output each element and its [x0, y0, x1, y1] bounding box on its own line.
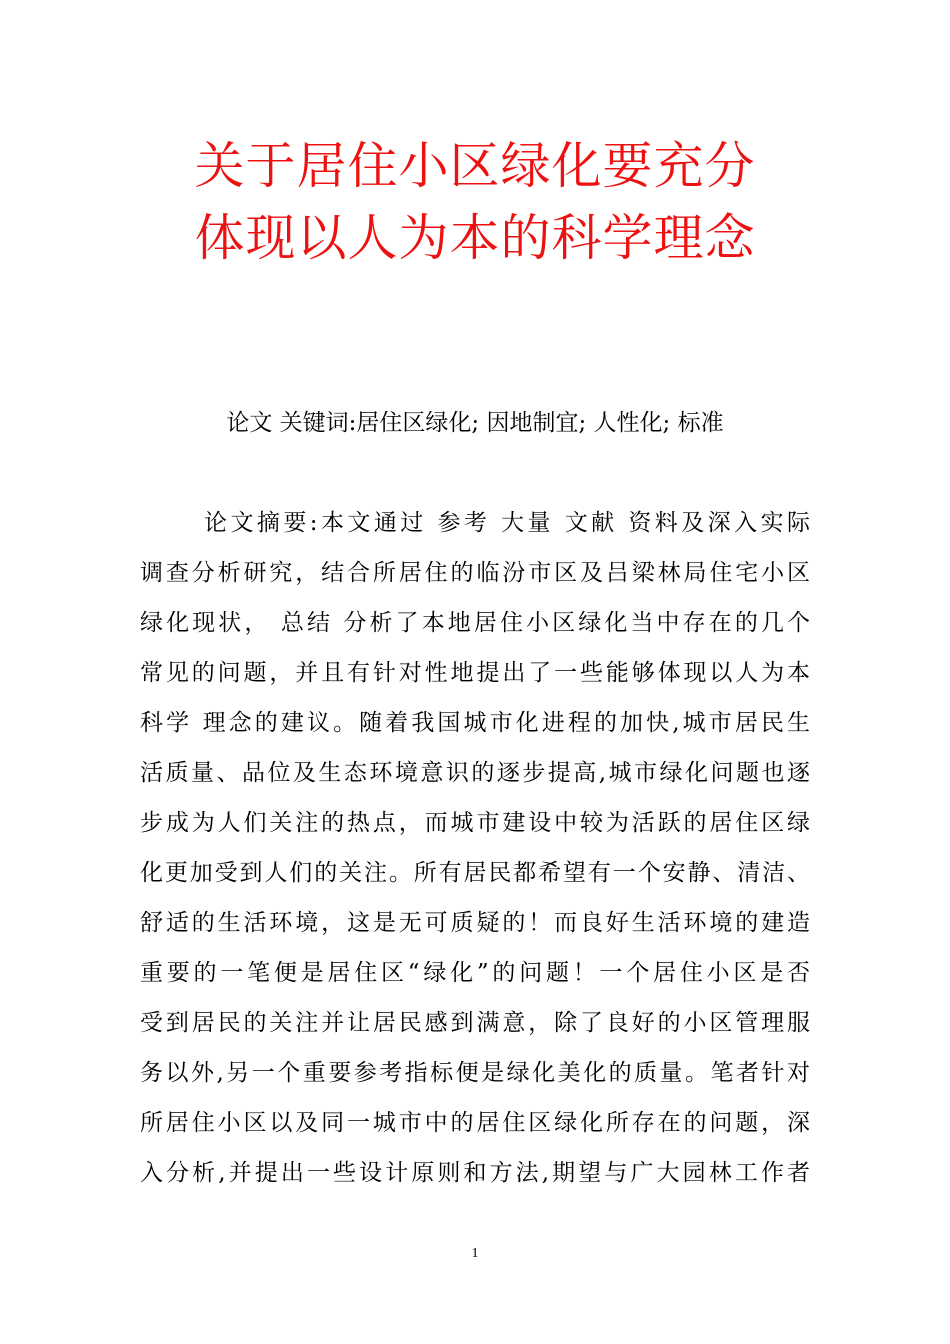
title-line-2: 体现以人为本的科学理念 [194, 209, 756, 267]
page-number: 1 [471, 1246, 479, 1261]
abstract-line: 绿化现状， 总结 分析了本地居住小区绿化当中存在的几个 [140, 610, 810, 636]
abstract-line: 所居住小区以及同一城市中的居住区绿化所存在的问题，深 [140, 1110, 810, 1136]
abstract-line: 调查分析研究，结合所居住的临汾市区及吕梁林局住宅小区 [140, 560, 810, 586]
abstract-line: 化更加受到人们的关注。所有居民都希望有一个安静、清洁、 [140, 860, 810, 886]
abstract-line: 重要的一笔便是居住区“绿化”的问题！一个居住小区是否 [140, 960, 810, 986]
abstract-line: 常见的问题，并且有针对性地提出了一些能够体现以人为本 [140, 660, 810, 686]
abstract-paragraph [140, 505, 810, 1205]
abstract-line: 入分析,并提出一些设计原则和方法,期望与广大园林工作者 [140, 1160, 810, 1186]
abstract-line: 舒适的生活环境，这是无可质疑的！而良好生活环境的建造 [140, 910, 810, 936]
title-line-1: 关于居住小区绿化要充分 [194, 137, 756, 195]
abstract-line: 务以外,另一个重要参考指标便是绿化美化的质量。笔者针对 [140, 1060, 810, 1086]
keywords-line: 论文 关键词:居住区绿化; 因地制宜; 人性化; 标准 [226, 410, 724, 436]
abstract-line: 活质量、品位及生态环境意识的逐步提高,城市绿化问题也逐 [140, 760, 810, 786]
abstract-line: 步成为人们关注的热点，而城市建设中较为活跃的居住区绿 [140, 810, 810, 836]
abstract-line: 受到居民的关注并让居民感到满意，除了良好的小区管理服 [140, 1010, 810, 1036]
document-title [120, 130, 830, 274]
abstract-line: 论文摘要:本文通过 参考 大量 文献 资料及深入实际 [204, 510, 810, 536]
abstract-line: 科学 理念的建议。随着我国城市化进程的加快,城市居民生 [140, 710, 810, 736]
